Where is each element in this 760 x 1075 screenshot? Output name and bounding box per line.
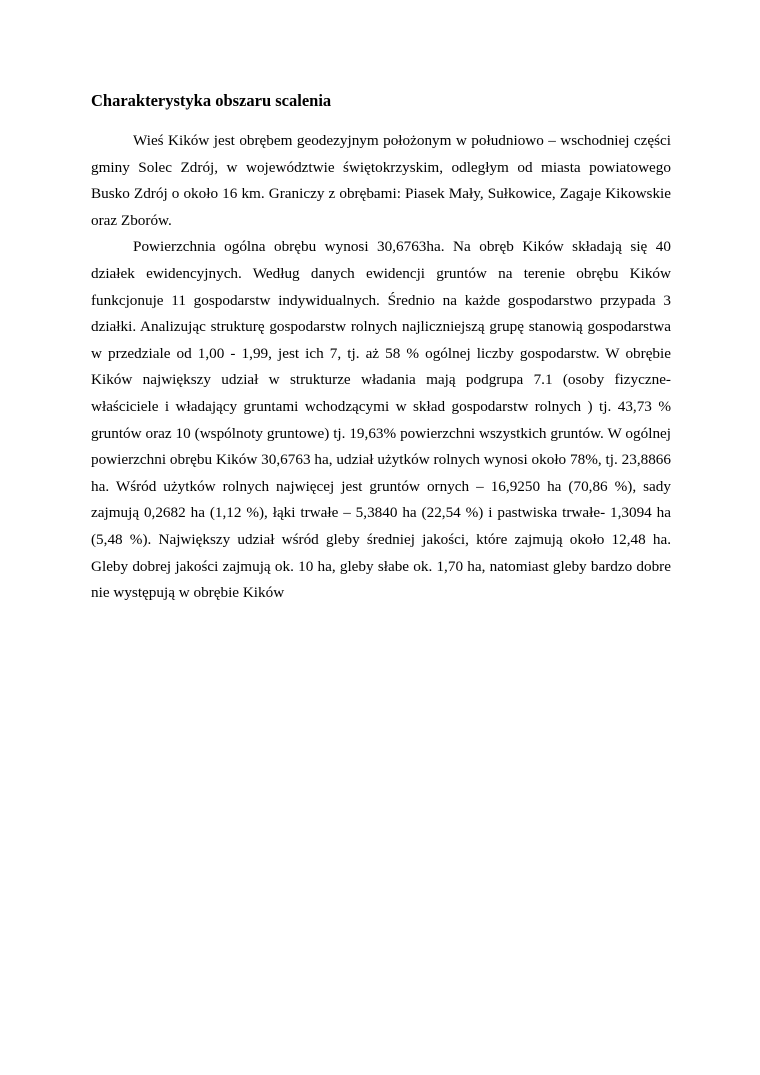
section-heading: Charakterystyka obszaru scalenia [91, 91, 332, 110]
paragraph-location: Wieś Kików jest obrębem geodezyjnym położonym w południowo – wschodniej części gminy Solec Zdrój, w województwie świętokrzyskim, odległym od miasta powiatowego Busko Zdrój o około 16 km. Graniczy z obrębami: Piasek Mały, Sułkowice, Zagaje Kikowskie oraz Zborów. [91, 132, 671, 229]
document-content [91, 90, 671, 607]
paragraph-area-structure: Powierzchnia ogólna obrębu wynosi 30,6763ha. Na obręb Kików składają się 40 działek ewidencyjnych. Według danych ewidencji gruntów na terenie obrębu Kików funkcjonuje 11 gospodarstw indywidualnych. Średnio na każde gospodarstwo przypada 3 działki. Analizując strukturę gospodarstw rolnych najliczniejszą grupę stanowią gospodarstwa w przedziale od 1,00 - 1,99, jest ich 7, tj. aż 58 % ogólnej liczby gospodarstw. W obrębie Kików największy udział w strukturze władania mają podgrupa 7.1 (osoby fizyczne-właściciele i władający gruntami wchodzącymi w skład gospodarstw rolnych ) tj. 43,73 % gruntów oraz 10 (wspólnoty gruntowe) tj. 19,63% powierzchni wszystkich gruntów. W ogólnej powierzchni obrębu Kików 30,6763 ha, udział użytków rolnych wynosi około 78%, tj. 23,8866 ha. Wśród użytków rolnych najwięcej jest gruntów ornych – 16,9250 ha (70,86 %), sady zajmują 0,2682 ha (1,12 %), łąki trwałe – 5,3840 ha (22,54 %) i pastwiska trwałe- 1,3094 ha (5,48 %). Największy udział wśród gleby średniej jakości, które zajmują około 12,48 ha. Gleby dobrej jakości zajmują ok. 10 ha, gleby słabe ok. 1,70 ha, natomiast gleby bardzo dobre nie występują w obrębie Kików [91, 238, 671, 602]
